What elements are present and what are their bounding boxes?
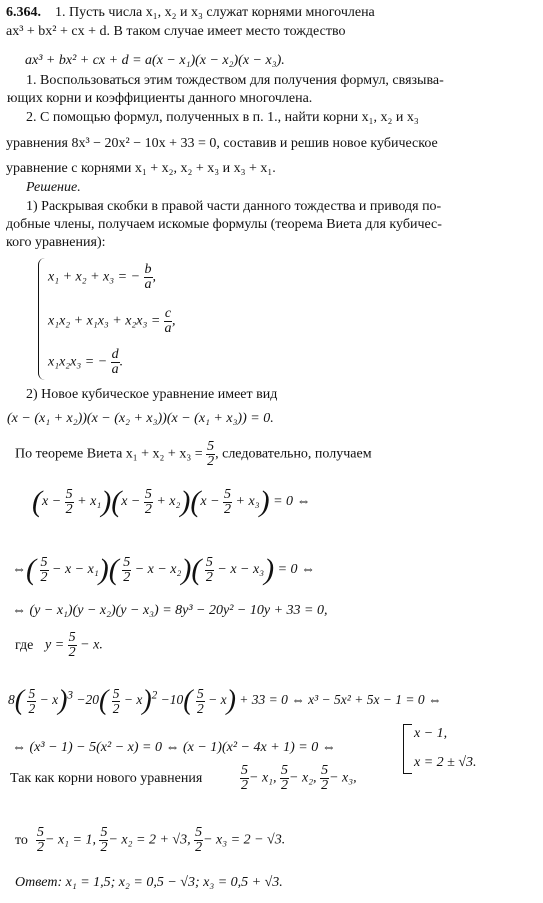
solution-line-1: 1) Раскрывая скобки в правой части данного тождества и приводя по- xyxy=(26,199,442,214)
substitution: y = $\frac{5}{2}$ − x. xyxy=(45,630,103,660)
vieta-row-2: x₁x₂ + x₁x₃ + x₂x₃ = $\frac{c}{a}$ , xyxy=(48,306,176,336)
problem-statement-line-1: 1. Пусть числа x₁, x₂ и x₃ служат корнями многочлена xyxy=(55,5,375,20)
new-cubic-equation: (x − (x₁ + x₂))(x − (x₂ + x₃))(x − (x₁ + x₃)) = 0. xyxy=(7,411,274,426)
cases-bracket xyxy=(403,724,412,774)
problem-number: 6.364. xyxy=(6,5,41,20)
system-brace xyxy=(38,258,45,380)
task-2-line-3: уравнение с корнями x₁ + x₂, x₂ + x₃ и x₃ + x₁. xyxy=(6,161,276,176)
new-roots-list: $\frac{5}{2}$ − x₁, $\frac{5}{2}$ − x₂, $\frac{5}{2}$ − x₃, xyxy=(241,763,357,793)
task-2-line-1: 2. С помощью формул, полученных в п. 1., найти корни x₁, x₂ и x₃ xyxy=(26,110,419,125)
solution-line-3: кого уравнения): xyxy=(6,235,106,250)
answer-label: Ответ: xyxy=(15,875,63,890)
where-label: где xyxy=(15,638,34,653)
solution-line-2: добные члены, получаем искомые формулы (теорема Виета для кубичес- xyxy=(6,217,442,232)
equation-2: ⇔( $\frac{5}{2}$ − x − x₁)( $\frac{5}{2}$ − x − x₂)( $\frac{5}{2}$ − x − x₃) = 0 ⇔ xyxy=(12,553,316,586)
solution-heading: Решение. xyxy=(26,180,81,195)
vieta-sum-line: По теореме Виета x₁ + x₂ + x₃ = $\frac{5}{2}$ , следовательно, получаем xyxy=(15,439,372,469)
task-2-line-2: уравнения 8x³ − 20x² − 10x + 33 = 0, составив и решив новое кубическое xyxy=(6,136,438,151)
answer-line xyxy=(15,874,283,892)
task-1-line-2: ющих корни и коэффициенты данного многочлена. xyxy=(7,91,313,106)
part-2-heading: 2) Новое кубическое уравнение имеет вид xyxy=(26,387,278,402)
case-1: x − 1, xyxy=(414,726,448,741)
root-values: $\frac{5}{2}$ − x₁ = 1, $\frac{5}{2}$ − x₂ = 2 + √3, $\frac{5}{2}$ − x₃ = 2 − √3. xyxy=(37,825,286,855)
vieta-row-1: x₁ + x₂ + x₃ = − $\frac{b}{a}$ , xyxy=(48,262,157,292)
roots-intro: Так как корни нового уравнения xyxy=(10,771,203,786)
equation-4: 8( $\frac{5}{2}$ − x)$^3$ −20( $\frac{5}{2}$ − x)$^2$ −10( $\frac{5}{2}$ − x) + 33 = 0 ⇔ x³ − 5x² + 5x − 1 = 0 ⇔ xyxy=(8,685,442,716)
identity-formula: ax³ + bx² + cx + d = a(x − x₁)(x − x₂)(x − x₃). xyxy=(25,53,285,68)
vieta-row-3: x₁x₂x₃ = − $\frac{d}{a}$ . xyxy=(48,347,124,377)
task-1-line-1: 1. Воспользоваться этим тождеством для получения формул, связыва- xyxy=(26,73,444,88)
answer-text: x₁ = 1,5; x₂ = 0,5 − √3; x₃ = 0,5 + √3. xyxy=(65,875,283,890)
case-2: x = 2 ± √3. xyxy=(414,755,477,770)
equation-5: ⇔ (x³ − 1) − 5(x² − x) = 0 ⇔ (x − 1)(x² − 4x + 1) = 0 ⇔ xyxy=(12,740,336,755)
equation-1: (x − $\frac{5}{2}$ + x₁)(x − $\frac{5}{2}$ + x₂)(x − $\frac{5}{2}$ + x₃) = 0 ⇔ xyxy=(32,485,311,518)
then-label: то xyxy=(15,833,28,848)
equation-3: ⇔ (y − x₁)(y − x₂)(y − x₃) = 8y³ − 20y² − 10y + 33 = 0, xyxy=(12,603,328,618)
problem-statement-line-2: ax³ + bx² + cx + d. В таком случае имеет место тождество xyxy=(6,24,346,39)
